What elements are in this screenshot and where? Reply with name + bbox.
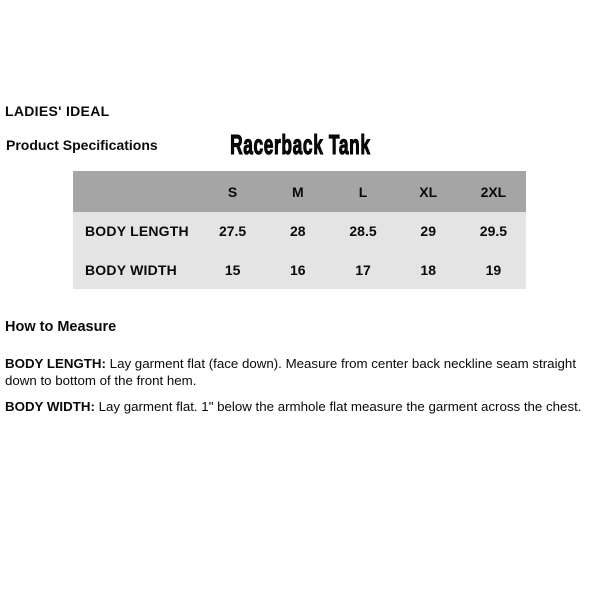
spec-row-body-width xyxy=(73,251,526,290)
section-label: Product Specifications xyxy=(6,137,158,153)
measure-instructions xyxy=(5,355,599,424)
brand-name: LADIES' IDEAL xyxy=(5,103,110,119)
size-header-m: M xyxy=(291,183,304,200)
body-width-instruction-text: Lay garment flat. 1" below the armhole flat measure the garment across the chest. xyxy=(98,399,582,414)
how-to-measure-heading: How to Measure xyxy=(5,319,117,335)
spec-table-header-row xyxy=(73,171,526,212)
row-label-body-length: BODY LENGTH xyxy=(85,223,189,240)
body-width-value-l: 17 xyxy=(355,261,371,278)
body-length-value-s: 27.5 xyxy=(218,223,247,240)
body-width-instruction xyxy=(5,398,599,415)
body-length-value-2xl: 29.5 xyxy=(479,223,508,240)
size-header-xl: XL xyxy=(419,183,438,200)
spec-header-spacer-cell xyxy=(73,171,200,212)
body-width-value-2xl: 19 xyxy=(485,261,502,278)
row-label-body-width: BODY WIDTH xyxy=(85,261,177,278)
size-spec-table xyxy=(73,171,526,289)
size-header-s: S xyxy=(227,183,238,200)
body-width-value-m: 16 xyxy=(290,261,306,278)
size-header-2xl: 2XL xyxy=(480,183,507,200)
body-length-value-xl: 29 xyxy=(420,223,436,240)
body-length-instruction xyxy=(5,355,599,389)
body-width-instruction-label: BODY WIDTH: xyxy=(5,399,95,414)
body-length-instruction-text: Lay garment flat (face down). Measure from center back neckline seam straight down to bottom of the front hem. xyxy=(5,356,577,388)
size-header-l: L xyxy=(358,183,368,200)
body-width-value-s: 15 xyxy=(224,261,241,278)
body-length-value-m: 28 xyxy=(290,223,306,240)
product-title: Racerback Tank xyxy=(229,129,371,160)
body-length-instruction-label: BODY LENGTH: xyxy=(5,356,106,371)
product-title-wrap xyxy=(0,129,600,161)
spec-row-body-length xyxy=(73,212,526,251)
body-length-value-l: 28.5 xyxy=(349,223,377,240)
body-width-value-xl: 18 xyxy=(420,261,436,278)
